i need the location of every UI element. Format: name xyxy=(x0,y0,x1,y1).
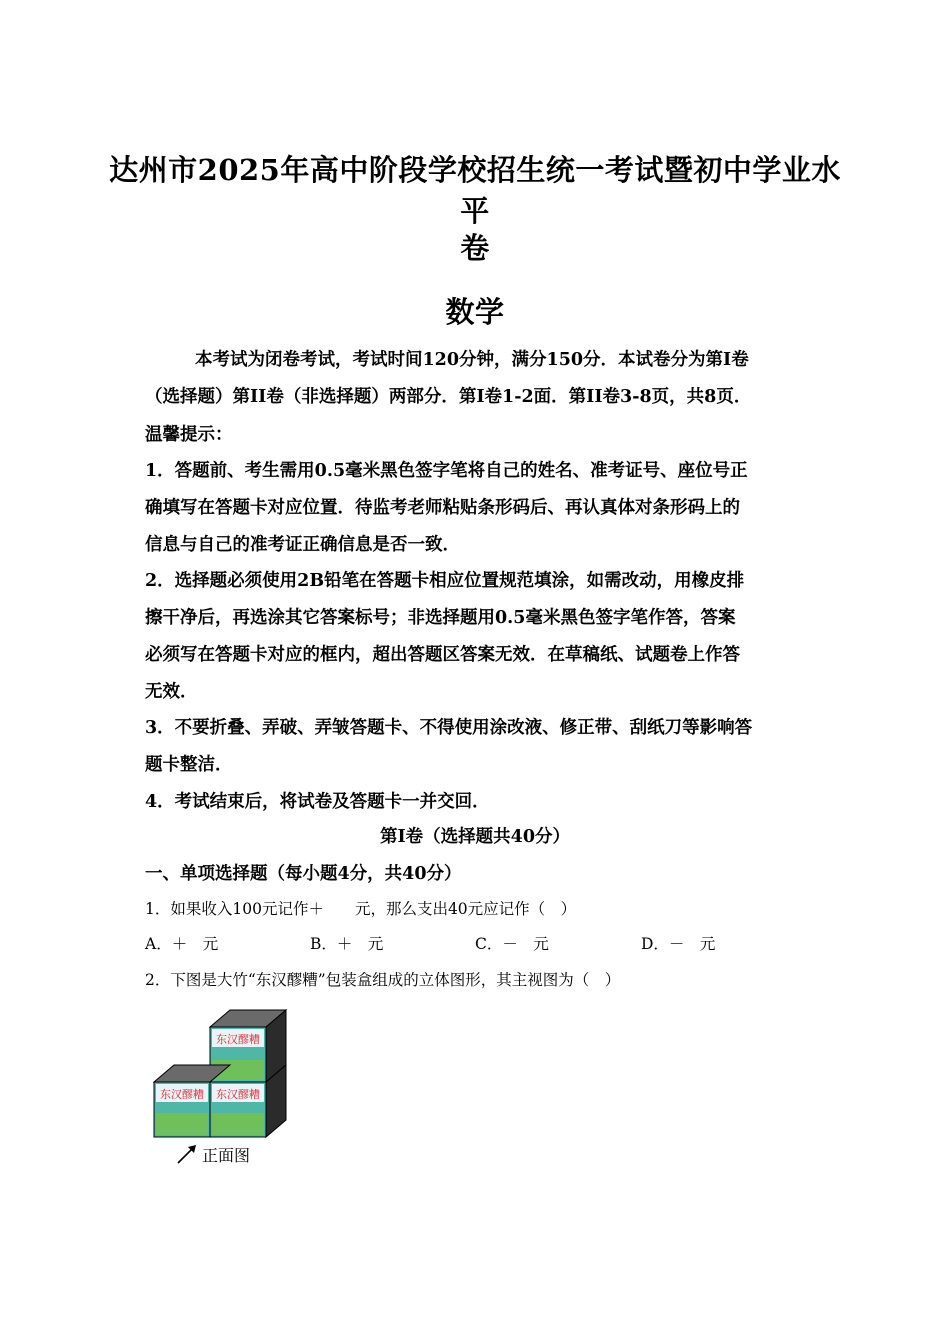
tip-line: 擦干净后，再选涂其它答案标号；非选择题用0.5毫米黑色签字笔作答，答案 xyxy=(145,608,736,628)
option-c: C．－ 元 xyxy=(475,935,549,953)
tip-line: 4．考试结束后，将试卷及答题卡一并交回． xyxy=(145,792,490,812)
section-heading: 一、单项选择题（每小题4分，共40分） xyxy=(145,864,462,884)
tip-line: 2．选择题必须使用2B铅笔在答题卡相应位置规范填涂，如需改动，用橡皮排 xyxy=(145,571,745,591)
box-label: 东汉醪糟 xyxy=(216,1033,260,1046)
exam-title-line2: 卷 xyxy=(460,231,490,265)
option-a: A．＋ 元 xyxy=(145,935,219,953)
box-label: 东汉醪糟 xyxy=(216,1088,260,1101)
subject-title: 数学 xyxy=(445,295,505,329)
tip-line: 信息与自己的准考证正确信息是否一致． xyxy=(145,535,460,555)
option-b: B．＋ 元 xyxy=(310,935,384,953)
exam-title-line1: 达州市2025年高中阶段学校招生统一考试暨初中学业水平 xyxy=(109,153,841,228)
box-label: 东汉醪糟 xyxy=(160,1088,204,1101)
question-2-stem: 2．下图是大竹“东汉醪糟”包装盒组成的立体图形，其主视图为（ ） xyxy=(145,971,621,989)
option-d: D．－ 元 xyxy=(641,935,716,953)
front-view-label: 正面图 xyxy=(202,1146,251,1165)
tip-line: 题卡整洁． xyxy=(145,755,233,775)
tip-line: 无效． xyxy=(145,682,198,702)
question-1-stem: 1．如果收入100元记作＋ 元，那么支出40元应记作（ ） xyxy=(145,900,577,918)
tips-heading: 温馨提示： xyxy=(145,425,233,445)
tip-line: 确填写在答题卡对应位置．待监考老师粘贴条形码后、再认真体对条形码上的 xyxy=(145,498,740,518)
part-heading: 第I卷（选择题共40分） xyxy=(379,827,571,847)
tip-line: 必须写在答题卡对应的框内，超出答题区答案无效．在草稿纸、试题卷上作答 xyxy=(145,645,740,665)
front-arrow-icon xyxy=(178,1145,196,1163)
tip-line: 1．答题前、考生需用0.5毫米黑色签字笔将自己的姓名、准考证号、座位号正 xyxy=(145,461,748,481)
intro-line: 本考试为闭卷考试，考试时间120分钟，满分150分．本试卷分为第I卷 xyxy=(195,350,749,370)
tip-line: 3．不要折叠、弄破、弄皱答题卡、不得使用涂改液、修正带、刮纸刀等影响答 xyxy=(145,718,753,738)
intro-line: （选择题）第II卷（非选择题）两部分．第I卷1-2面．第II卷3-8页，共8页． xyxy=(145,387,752,407)
